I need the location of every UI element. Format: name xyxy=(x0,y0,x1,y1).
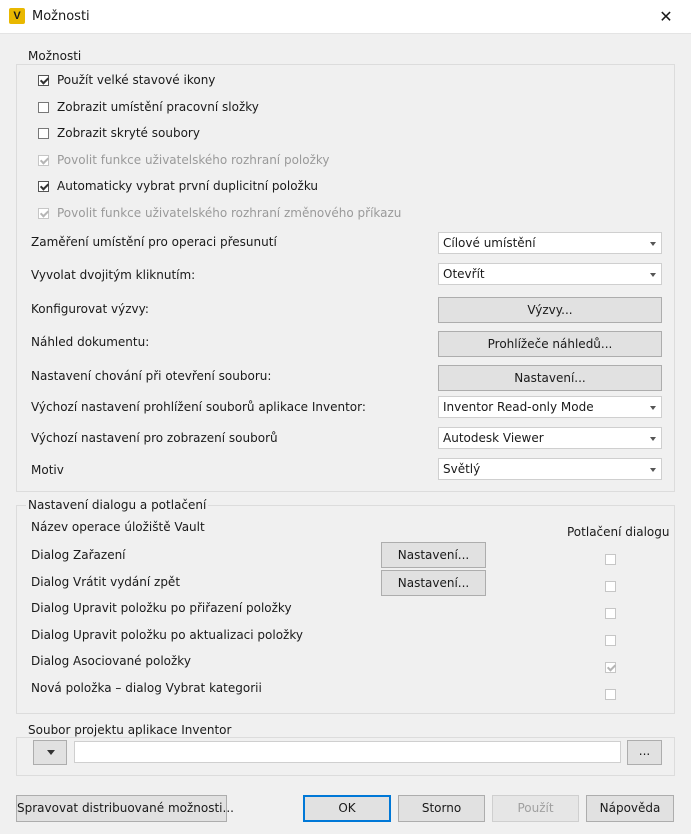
first-duplicate-checkbox[interactable] xyxy=(38,178,318,194)
ok-button[interactable]: OK xyxy=(303,795,391,822)
checkbox-box[interactable] xyxy=(38,181,49,192)
open-behavior-settings-button[interactable]: Nastavení... xyxy=(438,365,662,391)
checkbox-label: Zobrazit umístění pracovní složky xyxy=(57,100,259,114)
project-path-input[interactable] xyxy=(74,741,621,763)
suppress-checkbox-edit-after-update[interactable] xyxy=(605,635,616,646)
checkbox-box[interactable] xyxy=(38,75,49,86)
checkbox-box[interactable] xyxy=(38,128,49,139)
working-folder-checkbox[interactable] xyxy=(38,99,259,115)
help-button[interactable]: Nápověda xyxy=(586,795,674,822)
suppress-column-header: Potlačení dialogu xyxy=(567,525,670,539)
dropdown-value: Otevřít xyxy=(443,267,485,281)
move-focus-label: Zaměření umístění pro operaci přesunutí xyxy=(31,235,277,249)
file-display-label: Výchozí nastavení pro zobrazení souborů xyxy=(31,431,278,445)
window-title: Možnosti xyxy=(32,9,90,24)
checkbox-label: Použít velké stavové ikony xyxy=(57,73,216,87)
checkin-settings-button[interactable]: Nastavení... xyxy=(381,542,486,568)
theme-dropdown[interactable] xyxy=(438,458,662,480)
inventor-view-label: Výchozí nastavení prohlížení souborů aplikace Inventor: xyxy=(31,400,366,414)
prompts-button[interactable]: Výzvy... xyxy=(438,297,662,323)
chevron-down-icon xyxy=(650,468,656,472)
undo-checkout-settings-button[interactable]: Nastavení... xyxy=(381,570,486,596)
browse-button[interactable]: ... xyxy=(627,740,662,765)
dropdown-value: Inventor Read-only Mode xyxy=(443,400,594,414)
manage-distributed-options-button[interactable]: Spravovat distribuované možnosti... xyxy=(16,795,227,822)
dialog-row-label: Dialog Upravit položku po aktualizaci položky xyxy=(31,628,303,642)
options-group-title: Možnosti xyxy=(28,49,82,63)
cancel-button[interactable]: Storno xyxy=(398,795,485,822)
move-focus-dropdown[interactable] xyxy=(438,232,662,254)
open-behavior-label: Nastavení chování při otevření souboru: xyxy=(31,369,272,383)
suppress-checkbox-edit-after-assign[interactable] xyxy=(605,608,616,619)
change-order-ui-checkbox xyxy=(38,205,401,221)
dialog-row-label: Dialog Upravit položku po přiřazení položky xyxy=(31,601,292,615)
project-dropdown-button[interactable] xyxy=(33,740,67,765)
file-display-dropdown[interactable] xyxy=(438,427,662,449)
checkbox-label: Zobrazit skryté soubory xyxy=(57,126,200,140)
suppress-checkbox-checkin[interactable] xyxy=(605,554,616,565)
hidden-files-checkbox[interactable] xyxy=(38,125,200,141)
dialog-row-label: Dialog Asociované položky xyxy=(31,654,191,668)
double-click-label: Vyvolat dvojitým kliknutím: xyxy=(31,268,196,282)
checkbox-label: Automaticky vybrat první duplicitní položku xyxy=(57,179,319,193)
triangle-down-icon xyxy=(47,750,55,755)
prompts-label: Konfigurovat výzvy: xyxy=(31,302,149,316)
dialog-row-label: Dialog Zařazení xyxy=(31,548,126,562)
item-ui-checkbox xyxy=(38,152,330,168)
title-bar xyxy=(0,0,691,34)
vault-app-icon: V xyxy=(9,8,25,24)
checkbox-box xyxy=(38,208,49,219)
dialogs-group-title: Nastavení dialogu a potlačení xyxy=(28,498,207,512)
project-file-group-title: Soubor projektu aplikace Inventor xyxy=(28,723,232,737)
checkbox-box[interactable] xyxy=(38,102,49,113)
checkbox-label: Povolit funkce uživatelského rozhraní položky xyxy=(57,153,330,167)
checkbox-label: Povolit funkce uživatelského rozhraní změnového příkazu xyxy=(57,206,402,220)
preview-label: Náhled dokumentu: xyxy=(31,335,150,349)
double-click-dropdown[interactable] xyxy=(438,263,662,285)
chevron-down-icon xyxy=(650,273,656,277)
close-icon[interactable]: ✕ xyxy=(659,7,673,26)
dialog-row-label: Nová položka – dialog Vybrat kategorii xyxy=(31,681,262,695)
inventor-view-dropdown[interactable] xyxy=(438,396,662,418)
suppress-checkbox-new-item-category[interactable] xyxy=(605,689,616,700)
dropdown-value: Cílové umístění xyxy=(443,236,536,250)
operation-column-header: Název operace úložiště Vault xyxy=(31,520,205,534)
dropdown-value: Autodesk Viewer xyxy=(443,431,544,445)
chevron-down-icon xyxy=(650,406,656,410)
checkbox-box xyxy=(38,155,49,166)
preview-viewers-button[interactable]: Prohlížeče náhledů... xyxy=(438,331,662,357)
suppress-checkbox-associated-items[interactable] xyxy=(605,662,616,673)
chevron-down-icon xyxy=(650,437,656,441)
suppress-checkbox-undo-checkout[interactable] xyxy=(605,581,616,592)
apply-button: Použít xyxy=(492,795,579,822)
dialog-row-label: Dialog Vrátit vydání zpět xyxy=(31,575,181,589)
chevron-down-icon xyxy=(650,242,656,246)
dropdown-value: Světlý xyxy=(443,462,481,476)
theme-label: Motiv xyxy=(31,463,64,477)
large-status-icons-checkbox[interactable] xyxy=(38,72,215,88)
